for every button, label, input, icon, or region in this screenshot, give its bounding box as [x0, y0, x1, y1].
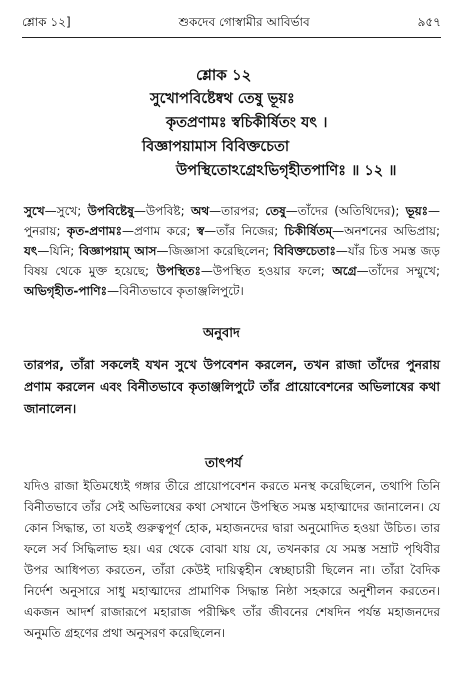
- verse-heading: শ্লোক ১২: [196, 66, 252, 84]
- synonym-meaning: প্রণাম করে: [133, 224, 187, 238]
- synonym-word: উপস্থিতঃ: [156, 264, 201, 278]
- synonym-meaning: যিনি: [49, 244, 71, 258]
- synonym-word: অগ্রে: [332, 264, 357, 278]
- synonym-word: তেষু: [265, 204, 286, 218]
- synonym-word: স্ব: [196, 224, 205, 238]
- synonym-word: অথ: [190, 204, 210, 218]
- translation-heading: অনুবাদ: [203, 326, 240, 341]
- synonym-word: অভিগৃহীত-পাণিঃ: [24, 284, 108, 298]
- synonym-meaning: পুনরায়: [24, 224, 57, 238]
- synonym-meaning: অনশনের অভিপ্রায়: [344, 224, 436, 238]
- header-verse-ref: শ্লোক ১২]: [22, 15, 71, 29]
- header-rule: [22, 37, 441, 38]
- verse-line-1: সুখোপবিষ্টেষ্বথ তেষু ভূয়ঃ: [150, 91, 295, 107]
- synonym-word: বিজ্ঞাপয়াম্ আস: [79, 244, 157, 258]
- synonym-word: সুখে: [24, 204, 45, 218]
- synonym-word: কৃত-প্রণামঃ: [66, 224, 122, 238]
- synonym-meaning: যাঁর চিত্ত সমস্ত জড় বিষয় থেকে মুক্ত হয়েছে: [24, 244, 440, 278]
- synonym-word: ভূয়ঃ: [405, 204, 429, 218]
- verse-line-4: উপস্থিতোঽগ্রেঽভিগৃহীতপাণিঃ ॥ ১২ ॥: [176, 163, 397, 179]
- synonym-meaning: তাঁদের (অতিথিদের): [297, 204, 396, 218]
- synonym-meaning: তাঁর নিজের: [216, 224, 275, 238]
- synonym-word: চিকীর্ষিতম্: [284, 224, 333, 238]
- verse-line-3: বিজ্ঞাপয়ামাস বিবিক্তচেতা: [142, 139, 290, 155]
- purport-heading: তাৎপর্য: [205, 456, 242, 471]
- synonym-meaning: জিজ্ঞাসা করেছিলেন: [168, 244, 266, 258]
- synonym-meaning: তাঁদের সম্মুখে: [368, 264, 436, 278]
- synonym-meaning: সুখে: [56, 204, 78, 218]
- running-header: [22, 14, 441, 34]
- purport-text: যদিও রাজা ইতিমধ্যেই গঙ্গার তীরে প্রায়োপবেশন করতে মনস্থ করেছিলেন, তথাপি তিনি বিনীতভাবে তাঁর সেই অভিলাষের কথা সেখানে উপস্থিত সমস্ত মহাত্মাদের জানালেন। যে কোন সিদ্ধান্ত, তা যতই গুরুত্বপূর্ণ হোক, মহাজনদের দ্বারা অনুমোদিত হওয়া উচিত। তার ফলে সর্ব সিদ্ধিলাভ হয়। এর থেকে বোঝা যায় যে, তখনকার যে সমস্ত সম্রাট পৃথিবীর উপর আধিপত্য করতেন, তাঁরা কেউই দায়িত্বহীন স্বেচ্ছাচারী ছিলেন না। তাঁরা বৈদিক নির্দেশ অনুসারে সাধু মহাত্মাদের প্রামাণিক সিদ্ধান্ত নিষ্ঠা সহকারে অনুশীলন করতেন। একজন আদর্শ রাজারূপে মহারাজ পরীক্ষিৎ তাঁর জীবনের শেষদিন পর্যন্ত মহাজনদের অনুমতি গ্রহণের প্রথা অনুসরণ করেছিলেন।: [24, 479, 440, 640]
- synonym-meaning: উপস্থিত হওয়ার ফলে: [212, 264, 321, 278]
- synonym-word: উপবিষ্টেষু: [87, 204, 134, 218]
- translation-text: তারপর, তাঁরা সকলেই যখন সুখে উপবেশন করলেন, তখন রাজা তাঁদের পুনরায় প্রণাম করলেন এবং বিনীতভাবে কৃতাঞ্জলিপুটে তাঁর প্রায়োবেশনের অভিলাষের কথা জানালেন।: [24, 357, 440, 416]
- header-chapter-title: শুকদেব গোস্বামীর আবির্ভাব: [178, 15, 310, 29]
- synonym-meaning: বিনীতভাবে কৃতাঞ্জলিপুটে: [119, 284, 240, 298]
- synonym-meaning: উপবিষ্ট: [145, 204, 181, 218]
- synonym-word: বিবিক্তচেতাঃ: [273, 244, 336, 258]
- synonym-word: যৎ: [24, 244, 38, 258]
- synonym-meaning: তারপর: [221, 204, 255, 218]
- word-synonyms: সুখে—সুখে; উপবিষ্টেষু—উপবিষ্ট; অথ—তারপর; তেষু—তাঁদের (অতিথিদের); ভূয়ঃ—পুনরায়; কৃত-প্রণামঃ—প্রণাম করে; স্ব—তাঁর নিজের; চিকীর্ষিতম্—অনশনের অভিপ্রায়; যৎ—যিনি; বিজ্ঞাপয়াম্ আস—জিজ্ঞাসা করেছিলেন; বিবিক্তচেতাঃ—যাঁর চিত্ত সমস্ত জড় বিষয় থেকে মুক্ত হয়েছে; উপস্থিতঃ—উপস্থিত হওয়ার ফলে; অগ্রে—তাঁদের সম্মুখে; অভিগৃহীত-পাণিঃ—বিনীতভাবে কৃতাঞ্জলিপুটে।: [24, 204, 441, 298]
- verse-line-2: কৃতপ্রণামঃ স্বচিকীর্ষিতং যৎ ।: [166, 115, 328, 131]
- page-number: ৯৫৭: [417, 15, 441, 29]
